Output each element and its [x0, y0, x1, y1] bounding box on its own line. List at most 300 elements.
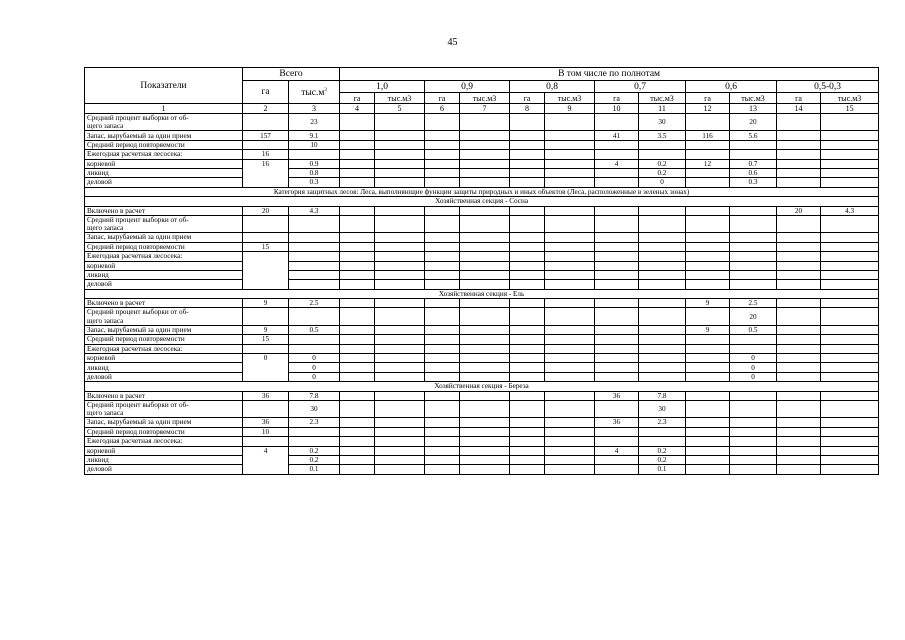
empty-cell: [425, 261, 460, 270]
empty-cell: [686, 261, 730, 270]
empty-cell: [821, 150, 879, 159]
empty-cell: [821, 233, 879, 242]
empty-cell: [686, 465, 730, 474]
section-title-birch: Хозяйственная секция - Береза: [85, 382, 879, 391]
empty-cell: [425, 437, 460, 446]
table-row: [85, 308, 879, 325]
col-header-dens-4: 0,7: [595, 81, 686, 93]
empty-cell: [545, 150, 595, 159]
empty-cell: [686, 168, 730, 177]
col-header-thm3: тыс.м3: [821, 93, 879, 104]
row-label: Включено в расчет: [85, 391, 243, 400]
empty-cell: [595, 299, 639, 308]
row-label: деловой: [85, 372, 243, 381]
empty-cell: [510, 335, 545, 344]
col-header-ha: га: [243, 81, 289, 104]
empty-cell: [821, 299, 879, 308]
empty-cell: [595, 400, 639, 417]
empty-cell: [777, 437, 821, 446]
empty-cell: [730, 242, 777, 251]
empty-cell: [340, 280, 375, 289]
empty-cell: [425, 270, 460, 279]
cell: 36: [595, 391, 639, 400]
empty-cell: [425, 114, 460, 131]
empty-cell: [289, 233, 340, 242]
empty-cell: [243, 437, 289, 446]
empty-cell: [289, 280, 340, 289]
cell: 5.6: [730, 131, 777, 140]
cell: 9: [686, 325, 730, 334]
empty-cell: [510, 418, 545, 427]
empty-cell: [510, 261, 545, 270]
empty-cell: [686, 206, 730, 215]
empty-cell: [821, 215, 879, 232]
empty-cell: [821, 400, 879, 417]
col-header-ha: га: [510, 93, 545, 104]
empty-cell: [545, 465, 595, 474]
empty-cell: [595, 215, 639, 232]
empty-cell: [510, 131, 545, 140]
empty-cell: [595, 344, 639, 353]
empty-cell: [340, 465, 375, 474]
empty-cell: [340, 242, 375, 251]
empty-cell: [545, 178, 595, 187]
empty-cell: [425, 427, 460, 436]
empty-cell: [375, 427, 425, 436]
empty-cell: [639, 363, 686, 372]
cell: 36: [243, 391, 289, 400]
empty-cell: [545, 437, 595, 446]
category-row: [85, 187, 879, 196]
row-label: Средний процент выборки от об- щего запаса: [85, 308, 243, 325]
empty-cell: [730, 344, 777, 353]
empty-cell: [510, 325, 545, 334]
cell: [243, 114, 289, 131]
empty-cell: [425, 335, 460, 344]
empty-cell: [545, 215, 595, 232]
empty-cell: [639, 270, 686, 279]
table-row: [85, 455, 879, 464]
table-row: [85, 446, 879, 455]
empty-cell: [821, 427, 879, 436]
page-number: 45: [447, 37, 458, 48]
empty-cell: [340, 252, 375, 261]
col-number: 7: [460, 104, 510, 114]
empty-cell: [686, 427, 730, 436]
empty-cell: [425, 299, 460, 308]
empty-cell: [375, 252, 425, 261]
empty-cell: [545, 252, 595, 261]
table-row: [85, 372, 879, 381]
empty-cell: [545, 233, 595, 242]
empty-cell: [510, 446, 545, 455]
empty-cell: [340, 131, 375, 140]
empty-cell: [686, 437, 730, 446]
cell: 9: [243, 325, 289, 334]
empty-cell: [510, 391, 545, 400]
empty-cell: [340, 372, 375, 381]
empty-cell: [460, 261, 510, 270]
empty-cell: [545, 308, 595, 325]
empty-cell: [375, 114, 425, 131]
empty-cell: [777, 280, 821, 289]
empty-cell: [545, 418, 595, 427]
empty-cell: [340, 114, 375, 131]
empty-cell: [777, 131, 821, 140]
empty-cell: [460, 308, 510, 325]
empty-cell: [425, 391, 460, 400]
empty-cell: [460, 150, 510, 159]
col-header-indicators: Показатели: [85, 68, 243, 104]
empty-cell: [545, 344, 595, 353]
col-number: 12: [686, 104, 730, 114]
table-row: [85, 363, 879, 372]
empty-cell: [777, 354, 821, 363]
cell: 4.3: [821, 206, 879, 215]
row-label: Включено в расчет: [85, 206, 243, 215]
empty-cell: [375, 178, 425, 187]
table-row: [85, 150, 879, 159]
empty-cell: [425, 150, 460, 159]
empty-cell: [243, 140, 289, 149]
cell: 12: [686, 159, 730, 168]
empty-cell: [460, 299, 510, 308]
empty-cell: [460, 140, 510, 149]
empty-cell: [686, 280, 730, 289]
empty-cell: [777, 335, 821, 344]
table-row: [85, 465, 879, 474]
empty-cell: [545, 446, 595, 455]
table-row: [85, 335, 879, 344]
empty-cell: [510, 215, 545, 232]
empty-cell: [460, 215, 510, 232]
row-label: Ежегодная расчетная лесосека:: [85, 150, 243, 159]
empty-cell: [289, 150, 340, 159]
col-number: 15: [821, 104, 879, 114]
empty-cell: [639, 233, 686, 242]
cell: 41: [595, 131, 639, 140]
empty-cell: [639, 344, 686, 353]
empty-cell: [375, 344, 425, 353]
empty-cell: [340, 335, 375, 344]
col-number: 6: [425, 104, 460, 114]
table-row: [85, 242, 879, 251]
empty-cell: [545, 427, 595, 436]
empty-cell: [595, 168, 639, 177]
table-row: [85, 140, 879, 149]
empty-cell: [777, 455, 821, 464]
cell: 3.5: [639, 131, 686, 140]
empty-cell: [243, 233, 289, 242]
empty-cell: [821, 242, 879, 251]
empty-cell: [425, 252, 460, 261]
empty-cell: [777, 400, 821, 417]
cell: [243, 252, 289, 290]
col-header-dens-3: 0,8: [510, 81, 595, 93]
empty-cell: [595, 233, 639, 242]
empty-cell: [460, 325, 510, 334]
table-row: [85, 206, 879, 215]
empty-cell: [375, 150, 425, 159]
empty-cell: [375, 372, 425, 381]
cell: 0.6: [730, 168, 777, 177]
empty-cell: [686, 455, 730, 464]
col-number: 4: [340, 104, 375, 114]
empty-cell: [686, 178, 730, 187]
empty-cell: [375, 354, 425, 363]
row-label: Средний период повторяемости: [85, 140, 243, 149]
empty-cell: [510, 252, 545, 261]
empty-cell: [375, 325, 425, 334]
section-row: [85, 289, 879, 298]
empty-cell: [340, 363, 375, 372]
row-label: деловой: [85, 465, 243, 474]
col-header-incl: В том числе по полнотам: [340, 68, 879, 81]
cell: 30: [639, 114, 686, 131]
cell: 36: [595, 418, 639, 427]
cell: 2.5: [730, 299, 777, 308]
empty-cell: [510, 299, 545, 308]
row-label: Ежегодная расчетная лесосека:: [85, 344, 243, 353]
empty-cell: [821, 391, 879, 400]
empty-cell: [545, 270, 595, 279]
empty-cell: [639, 150, 686, 159]
table-row: [85, 114, 879, 131]
empty-cell: [545, 299, 595, 308]
empty-cell: [460, 270, 510, 279]
empty-cell: [545, 242, 595, 251]
empty-cell: [730, 215, 777, 232]
empty-cell: [425, 242, 460, 251]
empty-cell: [460, 131, 510, 140]
cell: 7.8: [289, 391, 340, 400]
empty-cell: [595, 150, 639, 159]
row-label: Ежегодная расчетная лесосека:: [85, 437, 243, 446]
row-label: деловой: [85, 178, 243, 187]
empty-cell: [821, 372, 879, 381]
empty-cell: [340, 206, 375, 215]
empty-cell: [639, 242, 686, 251]
empty-cell: [730, 150, 777, 159]
column-numbers-row: [85, 104, 879, 114]
cell: 0: [730, 372, 777, 381]
empty-cell: [545, 280, 595, 289]
empty-cell: [425, 363, 460, 372]
cell: 15: [243, 242, 289, 251]
empty-cell: [243, 344, 289, 353]
empty-cell: [821, 261, 879, 270]
empty-cell: [340, 391, 375, 400]
empty-cell: [686, 308, 730, 325]
empty-cell: [821, 335, 879, 344]
empty-cell: [686, 233, 730, 242]
empty-cell: [777, 242, 821, 251]
empty-cell: [777, 215, 821, 232]
empty-cell: [425, 159, 460, 168]
cell: 0.2: [289, 455, 340, 464]
empty-cell: [595, 308, 639, 325]
col-number: 3: [289, 104, 340, 114]
empty-cell: [545, 261, 595, 270]
empty-cell: [460, 233, 510, 242]
col-header-thm3: тыс.м3: [375, 93, 425, 104]
empty-cell: [425, 178, 460, 187]
empty-cell: [375, 400, 425, 417]
empty-cell: [545, 114, 595, 131]
cell: 20: [777, 206, 821, 215]
empty-cell: [730, 446, 777, 455]
empty-cell: [595, 270, 639, 279]
empty-cell: [340, 261, 375, 270]
empty-cell: [777, 168, 821, 177]
empty-cell: [545, 354, 595, 363]
col-number: 2: [243, 104, 289, 114]
empty-cell: [686, 270, 730, 279]
empty-cell: [821, 465, 879, 474]
empty-cell: [686, 252, 730, 261]
col-number: 9: [545, 104, 595, 114]
cell: 9: [243, 299, 289, 308]
table-row: [85, 270, 879, 279]
empty-cell: [545, 131, 595, 140]
cell: 16: [243, 150, 289, 159]
empty-cell: [460, 252, 510, 261]
empty-cell: [375, 299, 425, 308]
col-header-dens-6: 0,5-0,3: [777, 81, 879, 93]
cell: 0.5: [730, 325, 777, 334]
empty-cell: [686, 140, 730, 149]
empty-cell: [730, 280, 777, 289]
empty-cell: [340, 418, 375, 427]
empty-cell: [821, 114, 879, 131]
empty-cell: [340, 455, 375, 464]
empty-cell: [375, 233, 425, 242]
empty-cell: [375, 215, 425, 232]
table-row: [85, 354, 879, 363]
empty-cell: [340, 215, 375, 232]
empty-cell: [821, 140, 879, 149]
cell: 0.1: [289, 465, 340, 474]
empty-cell: [821, 308, 879, 325]
empty-cell: [460, 465, 510, 474]
empty-cell: [821, 178, 879, 187]
empty-cell: [777, 140, 821, 149]
empty-cell: [821, 280, 879, 289]
col-header-total: Всего: [243, 68, 340, 81]
empty-cell: [340, 168, 375, 177]
cell: 0: [243, 354, 289, 382]
cell: 0: [639, 178, 686, 187]
empty-cell: [777, 252, 821, 261]
cell: 0.2: [639, 159, 686, 168]
empty-cell: [375, 168, 425, 177]
empty-cell: [821, 252, 879, 261]
empty-cell: [243, 400, 289, 417]
cell: 116: [686, 131, 730, 140]
cell: 0: [289, 354, 340, 363]
empty-cell: [460, 159, 510, 168]
cell: 2.5: [289, 299, 340, 308]
cell: 10: [243, 427, 289, 436]
cell: 0: [289, 372, 340, 381]
empty-cell: [510, 159, 545, 168]
empty-cell: [639, 140, 686, 149]
empty-cell: [639, 280, 686, 289]
empty-cell: [730, 233, 777, 242]
row-label: Запас, вырубаемый за один прием: [85, 233, 243, 242]
empty-cell: [340, 354, 375, 363]
cell: 9.1: [289, 131, 340, 140]
empty-cell: [340, 140, 375, 149]
empty-cell: [460, 391, 510, 400]
col-header-dens-5: 0,6: [686, 81, 777, 93]
cell: 0.5: [289, 325, 340, 334]
empty-cell: [730, 427, 777, 436]
empty-cell: [821, 455, 879, 464]
empty-cell: [340, 233, 375, 242]
empty-cell: [510, 400, 545, 417]
empty-cell: [730, 418, 777, 427]
table-row: [85, 418, 879, 427]
empty-cell: [425, 455, 460, 464]
empty-cell: [821, 131, 879, 140]
empty-cell: [375, 261, 425, 270]
empty-cell: [777, 308, 821, 325]
empty-cell: [340, 400, 375, 417]
empty-cell: [510, 168, 545, 177]
col-header-dens-2: 0,9: [425, 81, 510, 93]
col-number: 14: [777, 104, 821, 114]
col-number: 1: [85, 104, 243, 114]
cell: 10: [289, 140, 340, 149]
empty-cell: [639, 335, 686, 344]
empty-cell: [595, 325, 639, 334]
empty-cell: [289, 437, 340, 446]
empty-cell: [460, 363, 510, 372]
empty-cell: [460, 372, 510, 381]
cell: 0.2: [639, 446, 686, 455]
empty-cell: [821, 270, 879, 279]
table-row: [85, 252, 879, 261]
empty-cell: [340, 344, 375, 353]
empty-cell: [545, 335, 595, 344]
empty-cell: [375, 465, 425, 474]
header-row-1: [85, 68, 879, 81]
table-row: [85, 299, 879, 308]
empty-cell: [460, 206, 510, 215]
table-row: [85, 280, 879, 289]
row-label: корневой: [85, 446, 243, 455]
row-label: корневой: [85, 354, 243, 363]
empty-cell: [777, 159, 821, 168]
empty-cell: [425, 168, 460, 177]
empty-cell: [730, 270, 777, 279]
row-label: Средний период повторяемости: [85, 242, 243, 251]
empty-cell: [821, 446, 879, 455]
empty-cell: [639, 215, 686, 232]
empty-cell: [340, 270, 375, 279]
table-row: [85, 344, 879, 353]
cell: 0: [730, 354, 777, 363]
empty-cell: [545, 391, 595, 400]
empty-cell: [510, 114, 545, 131]
empty-cell: [289, 335, 340, 344]
cell: 36: [243, 418, 289, 427]
empty-cell: [340, 150, 375, 159]
cell: 0.2: [639, 168, 686, 177]
empty-cell: [460, 242, 510, 251]
empty-cell: [243, 215, 289, 232]
